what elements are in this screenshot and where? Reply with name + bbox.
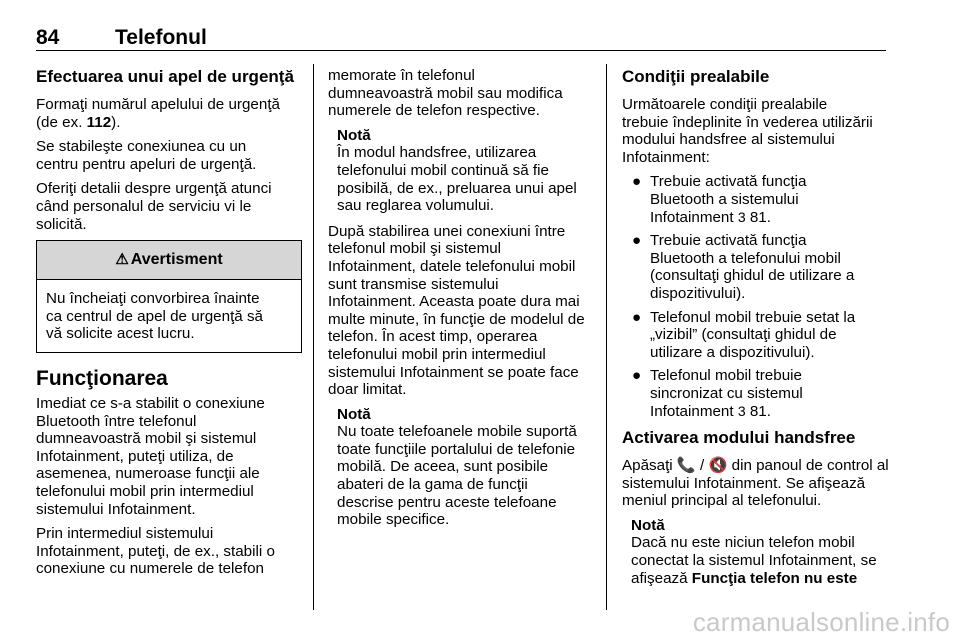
note-no-phone: [622, 517, 892, 587]
text-line: Prin intermediul sistemului: [36, 525, 214, 543]
bullet-icon: ●: [632, 308, 642, 326]
text-line: dispozitivului).: [650, 284, 746, 302]
text-line: Infotainment:: [622, 148, 710, 166]
operation-paragraph: [36, 395, 302, 518]
text-line: conexiune cu numerele de telefon: [36, 560, 264, 578]
text-fragment: ).: [111, 113, 121, 131]
text-line: sau reglarea volumului.: [337, 197, 495, 215]
list-item: [622, 232, 892, 302]
text-line: centru pentru apeluri de urgenţă.: [36, 155, 257, 173]
page-ref-arrow-icon: 3: [737, 208, 746, 225]
text-line: ca centrul de apel de urgenţă să: [46, 307, 263, 325]
text-line: telefonului mobil prin intermediul: [328, 345, 546, 363]
text-line: mobile specifice.: [337, 511, 450, 529]
text-line: Se stabileşte conexiunea cu un: [36, 138, 247, 156]
text-line: Trebuie activată funcţia: [650, 173, 807, 191]
text-line: dumneavoastră mobil şi sistemul: [36, 430, 257, 448]
text-line: memorate în telefonul: [328, 67, 475, 84]
handsfree-paragraph: [622, 457, 892, 510]
text-line: conectat la sistemul Infotainment, se: [631, 552, 877, 570]
list-item: [622, 367, 892, 420]
note-handsfree: [328, 127, 598, 215]
text-line: Următoarele condiţii prealabile: [622, 96, 828, 113]
page-reference-link[interactable]: 81.: [749, 208, 771, 226]
text-line: Imediat ce s-a stabilit o conexiune: [36, 394, 265, 412]
text-line: Infotainment. Aceasta poate dura mai: [328, 293, 580, 311]
text-line: Bluetooth a telefonului mobil: [650, 249, 841, 267]
text-line: telefonul mobil şi sistemul: [328, 240, 502, 258]
text-line: Telefonul mobil trebuie setat la: [650, 308, 856, 326]
text-fragment: Funcţia telefon nu este: [691, 569, 858, 587]
text-line: sistemului Infotainment se poate face: [328, 363, 579, 381]
text-fragment: din panoul de control al: [727, 457, 889, 475]
text-fragment: Apăsaţi: [622, 457, 677, 475]
text-line: multe minute, în funcţie de modelul de: [328, 310, 585, 328]
data-transfer-paragraph: [328, 223, 598, 399]
mute-icon: 🔇: [708, 457, 728, 475]
text-line: asemenea, numeroase funcţii ale: [36, 465, 260, 483]
watermark: carmanualsonline.info: [692, 607, 950, 637]
warning-triangle-icon: ⚠: [115, 251, 129, 269]
text-line: sistemului Infotainment. Se afişează: [622, 474, 866, 492]
text-line: utilizare a dispozitivului).: [650, 343, 815, 361]
page-title: Telefonul: [115, 26, 207, 49]
text-line: Oferiţi detalii despre urgenţă atunci: [36, 180, 272, 198]
prerequisites-heading: Condiţii prealabile: [622, 67, 770, 86]
text-fragment: afişează: [631, 569, 692, 587]
warning-box: [36, 240, 302, 353]
page-ref-arrow-icon: 3: [737, 402, 746, 419]
list-item: [622, 309, 892, 362]
note-label: Notă: [337, 126, 371, 144]
column-divider-2: [606, 64, 607, 610]
connection-paragraph: [36, 138, 302, 173]
emergency-call-heading: Efectuarea unui apel de urgenţă: [36, 67, 294, 86]
text-line: descrise pentru aceste telefoane: [337, 493, 557, 511]
text-line: trebuie îndeplinite în vederea utilizării: [622, 113, 873, 131]
column-3: [622, 67, 892, 595]
emergency-call-paragraph: [36, 96, 302, 131]
text-fragment: Infotainment: [650, 208, 738, 226]
page-reference-link[interactable]: 81.: [749, 402, 771, 420]
bullet-icon: ●: [632, 367, 642, 385]
text-line: În modul handsfree, utilizarea: [337, 144, 537, 162]
text-line: numerele de telefon respective.: [328, 102, 540, 120]
note-phone-support: [328, 406, 598, 529]
text-line: Dacă nu este niciun telefon mobil: [631, 534, 855, 552]
text-line: telefonului mobil continuă să fie: [337, 161, 549, 179]
text-line: solicită.: [36, 215, 87, 233]
text-line: Formaţi numărul apelului de urgenţă: [36, 96, 280, 113]
bullet-icon: ●: [632, 173, 642, 191]
text-line: Nu toate telefoanele mobile suportă: [337, 423, 577, 441]
header-rule: [36, 50, 886, 51]
list-item: [622, 173, 892, 226]
emergency-number: 112: [86, 113, 112, 131]
text-line: doar limitat.: [328, 381, 407, 399]
text-line: toate funcţiile portalului de telefonie: [337, 440, 576, 458]
warning-body: [37, 280, 301, 352]
warning-title: Avertisment: [130, 251, 223, 269]
column-divider-1: [313, 64, 314, 610]
text-line: posibilă, de ex., preluarea unui apel: [337, 179, 577, 197]
text-line: [650, 209, 892, 227]
handsfree-heading: Activarea modului handsfree: [622, 428, 856, 448]
details-paragraph: [36, 180, 302, 233]
text-line: Infotainment, puteţi utiliza, de: [36, 447, 234, 465]
text-line: când personalul de serviciu vi le: [36, 197, 252, 215]
text-line: Telefonul mobil trebuie: [650, 367, 802, 385]
text-line: [36, 114, 302, 132]
text-fragment: /: [695, 457, 709, 475]
phone-icon: 📞: [676, 457, 696, 475]
page-number: 84: [36, 26, 60, 49]
text-line: abateri de la gama de funcţii: [337, 476, 528, 494]
text-line: (consultaţi ghidul de utilizare a: [650, 267, 855, 285]
infotainment-paragraph: [36, 525, 302, 578]
text-line: Infotainment, puteţi, de ex., stabili o: [36, 542, 275, 560]
note-label: Notă: [631, 516, 665, 534]
text-line: Bluetooth a sistemului: [650, 190, 799, 208]
text-line: mobilă. De aceea, sunt posibile: [337, 458, 549, 476]
text-line: [631, 570, 892, 588]
column-2: [328, 67, 598, 537]
text-line: sunt transmise sistemului: [328, 275, 499, 293]
text-line: vă solicite acest lucru.: [46, 325, 195, 343]
continued-paragraph: [328, 67, 598, 120]
bullet-icon: ●: [632, 232, 642, 250]
text-line: telefonului mobil prin intermediul: [36, 482, 254, 500]
text-line: Trebuie activată funcţia: [650, 232, 807, 250]
text-line: sistemului Infotainment.: [36, 500, 196, 518]
text-line: Infotainment, datele telefonului mobil: [328, 257, 576, 275]
text-line: Bluetooth între telefonul: [36, 412, 197, 430]
text-line: După stabilirea unei conexiuni între: [328, 222, 566, 240]
prerequisites-list: [622, 173, 892, 420]
text-line: sincronizat cu sistemul: [650, 384, 803, 402]
text-line: Nu încheiaţi convorbirea înainte: [46, 290, 260, 308]
column-1: [36, 67, 302, 585]
text-line: telefon. În acest timp, operarea: [328, 328, 538, 346]
text-line: „vizibil” (consultaţi ghidul de: [650, 326, 837, 344]
text-fragment: (de ex.: [36, 113, 87, 131]
warning-header: [37, 241, 301, 280]
note-label: Notă: [337, 405, 371, 423]
prerequisites-intro: [622, 96, 892, 166]
operation-section-title: Funcţionarea: [36, 366, 168, 390]
text-line: meniul principal al telefonului.: [622, 492, 822, 510]
text-fragment: Infotainment: [650, 402, 738, 420]
text-line: [650, 403, 892, 421]
text-line: [622, 457, 892, 475]
text-line: dumneavoastră mobil sau modifica: [328, 84, 563, 102]
text-line: modului handsfree al sistemului: [622, 131, 835, 149]
